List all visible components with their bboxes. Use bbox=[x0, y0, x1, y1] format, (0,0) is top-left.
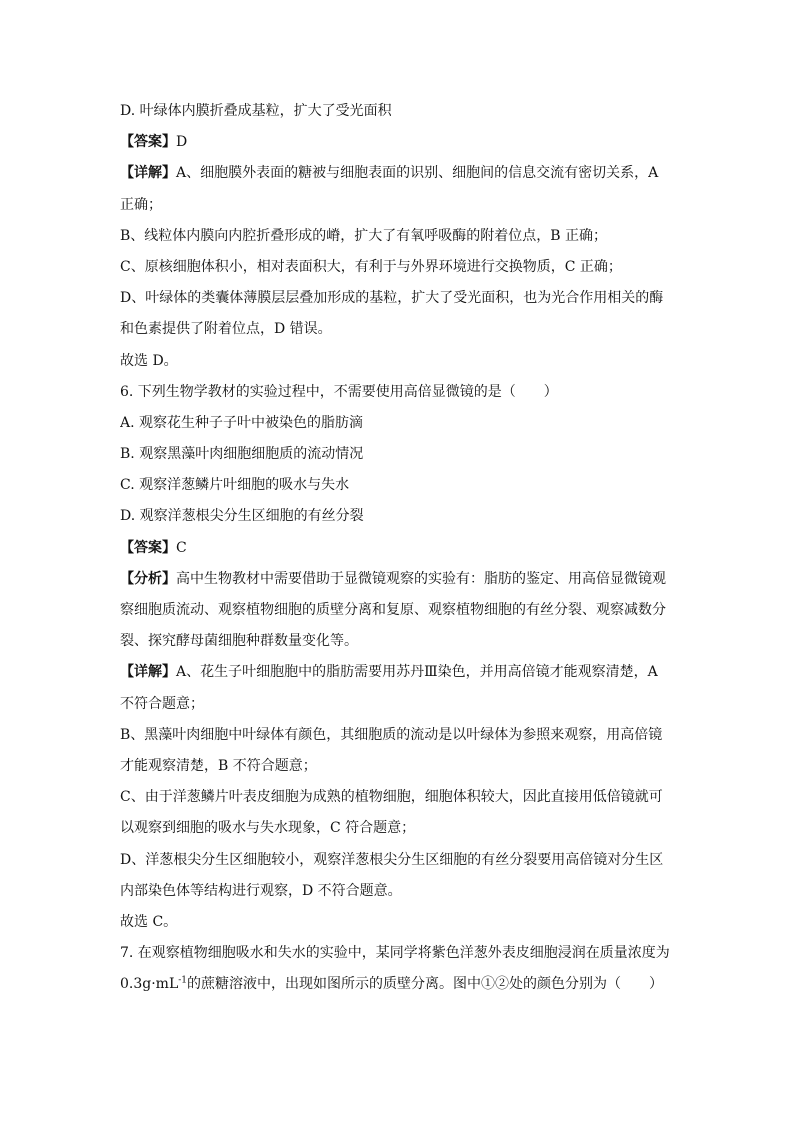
answer-line-q5 bbox=[120, 127, 676, 158]
explanation-line: B、黑藻叶肉细胞中叶绿体有颜色，其细胞质的流动是以叶绿体为参照来观察，用高倍镜 bbox=[120, 726, 663, 743]
explanation-text: A、花生子叶细胞胞中的脂肪需要用苏丹Ⅲ染色，并用高倍镜才能观察清楚，A bbox=[176, 664, 658, 681]
explanation-line: 以观察到细胞的吸水与失水现象，C 符合题意； bbox=[120, 820, 416, 837]
explanation-line: D、洋葱根尖分生区细胞较小，观察洋葱根尖分生区细胞的有丝分裂要用高倍镜对分生区 bbox=[120, 851, 664, 868]
explanation-line bbox=[120, 657, 676, 688]
explanation-text: A、细胞膜外表面的糖被与细胞表面的识别、细胞间的信息交流有密切关系，A bbox=[176, 165, 659, 182]
explanation-line: D、叶绿体的类囊体薄膜层层叠加形成的基粒，扩大了受光面积，也为光合作用相关的酶 bbox=[120, 290, 664, 307]
option-d-previous: D. 叶绿体内膜折叠成基粒，扩大了受光面积 bbox=[120, 103, 392, 119]
question-6-option-d: D. 观察洋葱根尖分生区细胞的有丝分裂 bbox=[120, 508, 364, 525]
answer-line-q6 bbox=[120, 533, 676, 564]
analysis-tag: 【分析】 bbox=[120, 570, 176, 587]
explanation-tag: 【详解】 bbox=[120, 165, 176, 182]
explanation-line bbox=[120, 158, 676, 189]
analysis-line: 察细胞质流动、观察植物细胞的质壁分离和复原、观察植物细胞的有丝分裂、观察减数分 bbox=[120, 602, 666, 618]
question-6-option-a: A. 观察花生种子子叶中被染色的脂肪滴 bbox=[120, 414, 364, 431]
document-page bbox=[120, 96, 676, 1000]
explanation-line: C、原核细胞体积小，相对表面积大，有利于与外界环境进行交换物质，C 正确； bbox=[120, 258, 622, 275]
concentration-exponent: -1 bbox=[178, 975, 188, 986]
explanation-line: 内部染色体等结构进行观察，D 不符合题意。 bbox=[120, 882, 402, 899]
question-6-option-b: B. 观察黑藻叶肉细胞细胞质的流动情况 bbox=[120, 446, 364, 463]
question-7-stem: 7. 在观察植物细胞吸水和失水的实验中，某同学将紫色洋葱外表皮细胞浸润在质量浓度为 bbox=[120, 945, 670, 962]
explanation-line: 和色素提供了附着位点，D 错误。 bbox=[120, 321, 332, 338]
answer-value: D bbox=[176, 134, 188, 151]
concentration-value: 0.3g·mL bbox=[120, 976, 179, 993]
explanation-line: 才能观察清楚，B 不符合题意； bbox=[120, 757, 317, 774]
analysis-line bbox=[120, 564, 676, 595]
explanation-line: 正确； bbox=[120, 196, 162, 213]
analysis-line: 裂、探究酵母菌细胞种群数量变化等。 bbox=[120, 633, 358, 650]
choice-conclusion: 故选 C。 bbox=[120, 913, 178, 930]
answer-value: C bbox=[176, 539, 187, 556]
explanation-line: B、线粒体内膜向内腔折叠形成的嵴，扩大了有氧呼吸酶的附着位点，B 正确； bbox=[120, 227, 608, 244]
question-6-option-c: C. 观察洋葱鳞片叶细胞的吸水与失水 bbox=[120, 477, 350, 494]
choice-conclusion: 故选 D。 bbox=[120, 352, 178, 369]
explanation-tag: 【详解】 bbox=[120, 664, 176, 681]
question-7-text: 的蔗糖溶液中，出现如图所示的质壁分离。图中①②处的颜色分别为（ ） bbox=[187, 976, 664, 993]
question-7-stem-continued bbox=[120, 969, 676, 1000]
analysis-text: 高中生物教材中需要借助于显微镜观察的实验有：脂肪的鉴定、用高倍显微镜观 bbox=[176, 570, 666, 587]
answer-tag: 【答案】 bbox=[120, 539, 176, 556]
question-6-stem: 6. 下列生物学教材的实验过程中，不需要使用高倍显微镜的是（ ） bbox=[120, 383, 558, 400]
explanation-line: C、由于洋葱鳞片叶表皮细胞为成熟的植物细胞，细胞体积较大，因此直接用低倍镜就可 bbox=[120, 789, 663, 806]
explanation-line: 不符合题意； bbox=[120, 695, 204, 712]
answer-tag: 【答案】 bbox=[120, 134, 176, 151]
